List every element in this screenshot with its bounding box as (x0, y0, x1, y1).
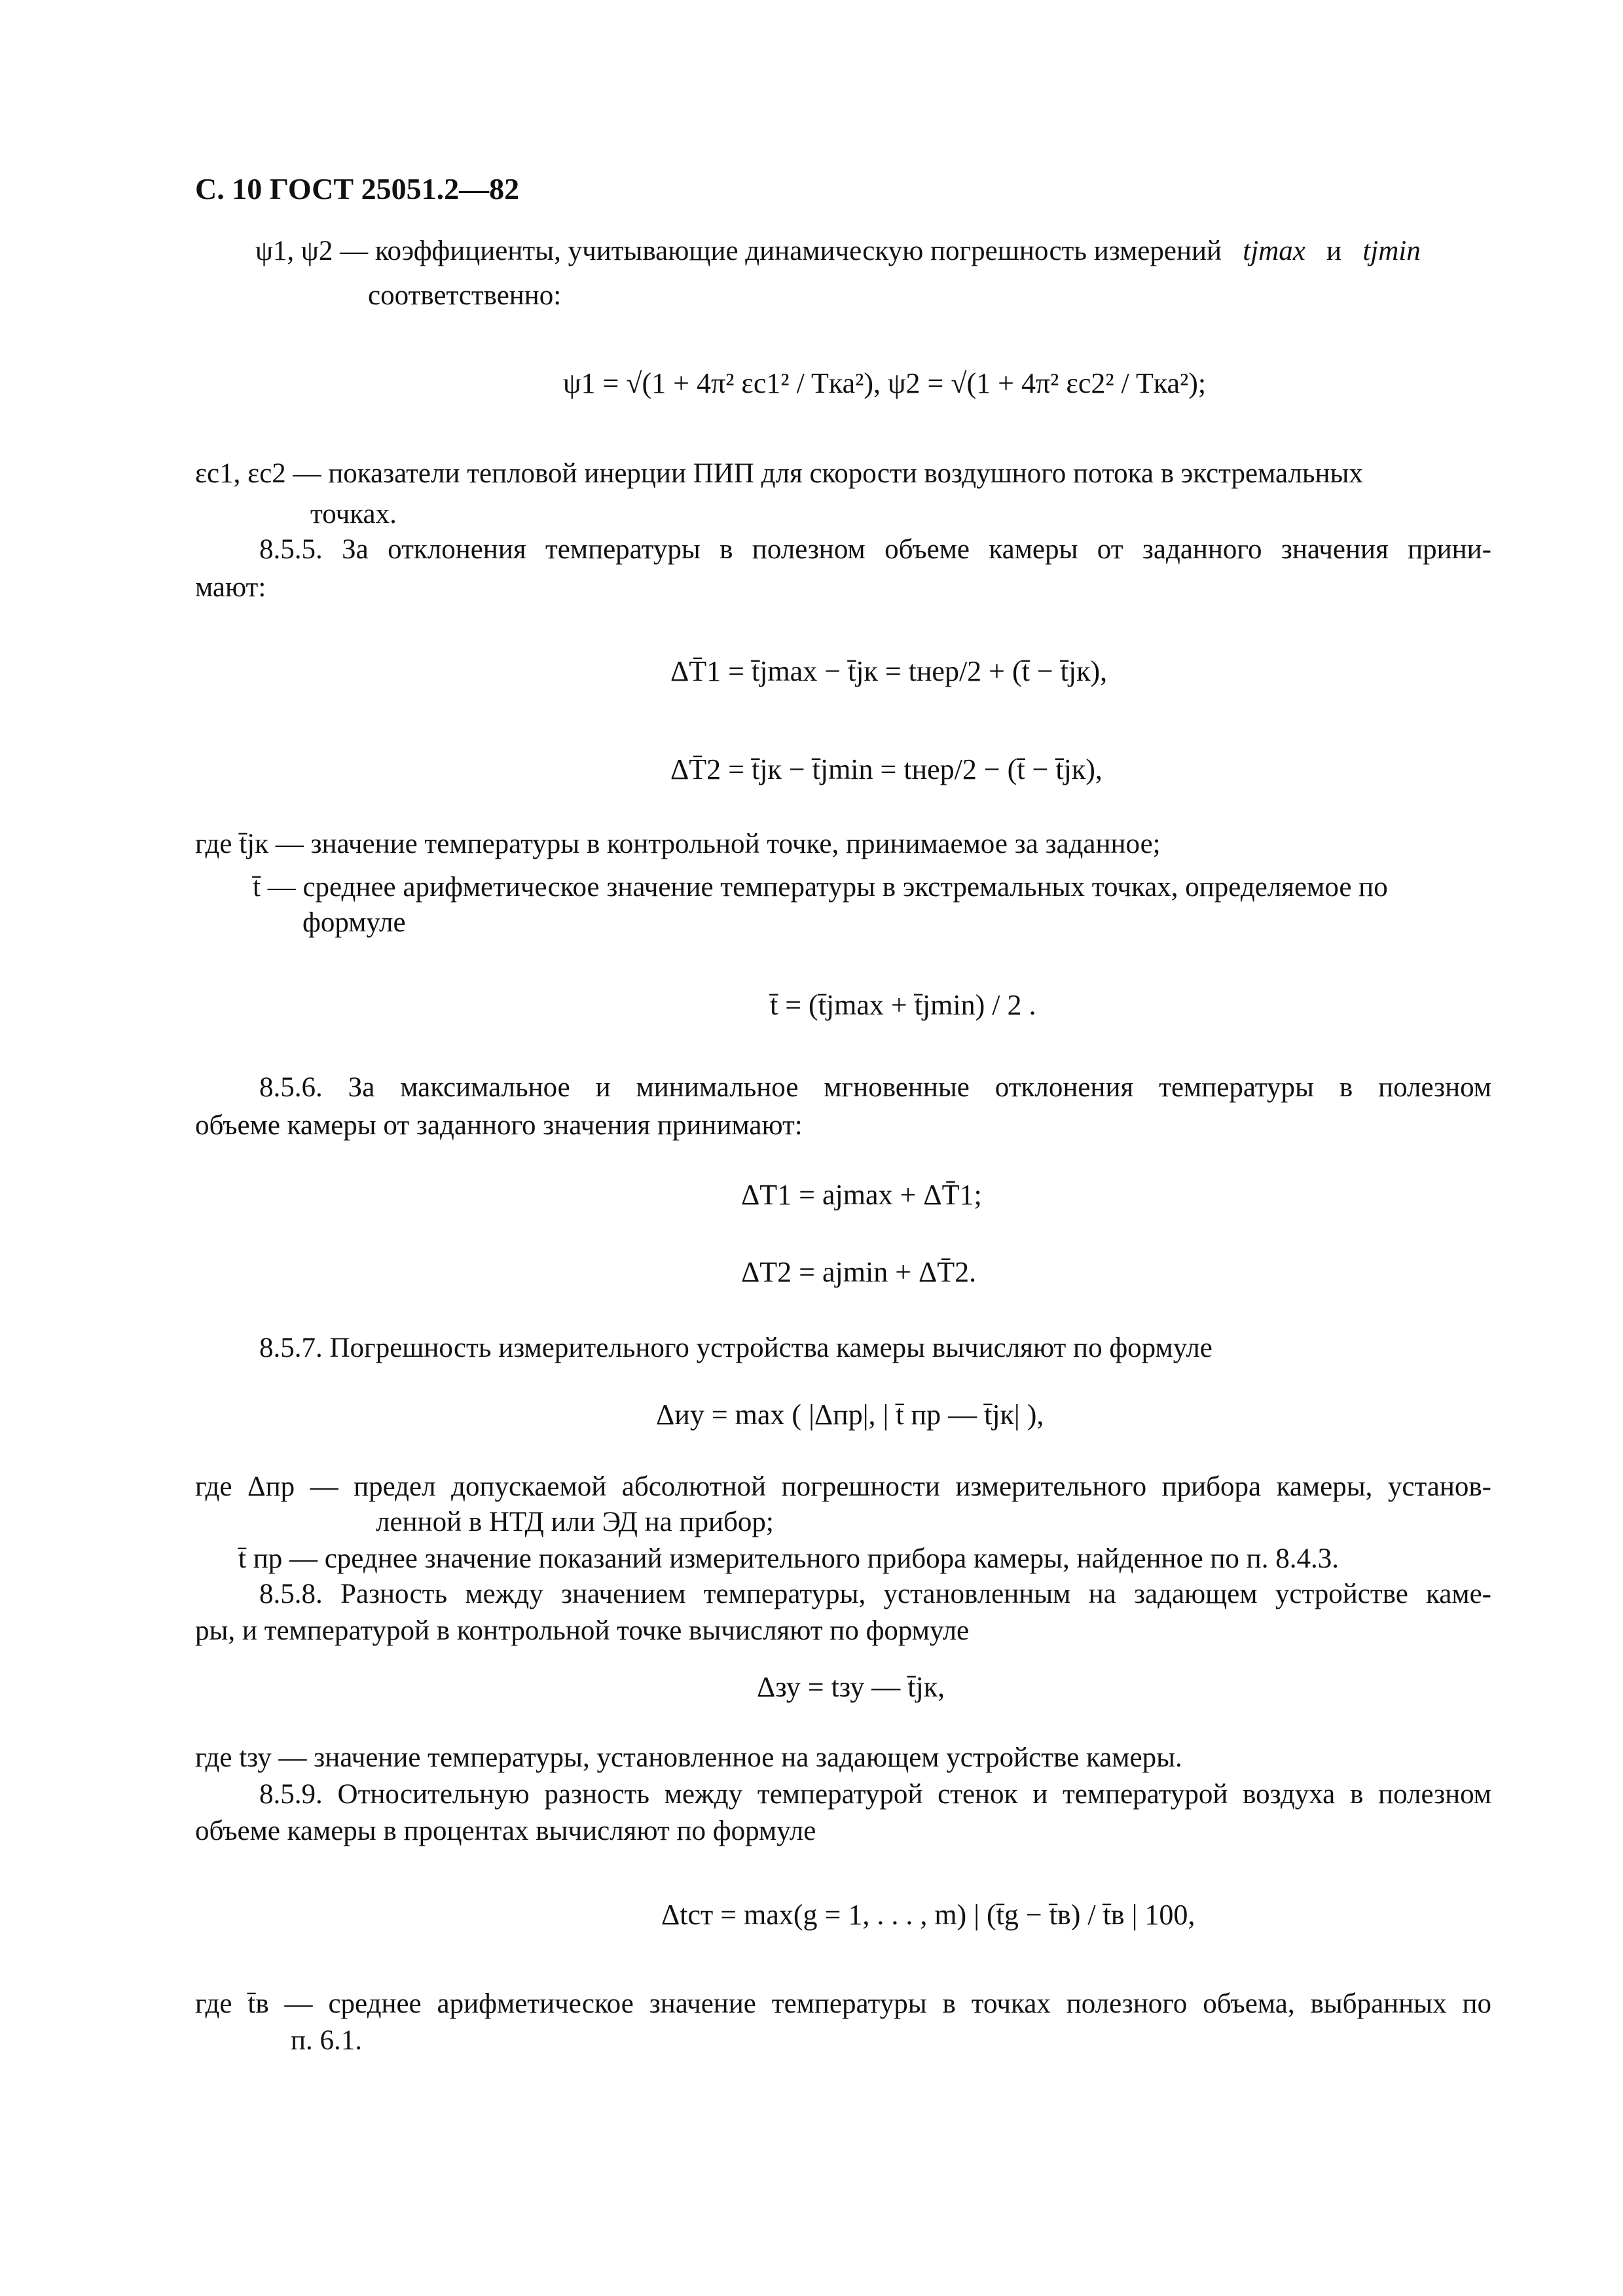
paragraph-8-5-9-line2: объеме камеры в процентах вычисляют по формуле (195, 1816, 816, 1846)
paragraph-8-5-6-line2: объеме камеры от заданного значения принимают: (195, 1110, 803, 1141)
tbar-definition-line1: t̄ — среднее арифметическое значение температуры в экстремальных точках, определяемое по (253, 872, 1388, 903)
dpr-definition-line2: ленной в НТД или ЭД на прибор; (376, 1507, 774, 1537)
and-word: и (1326, 236, 1342, 266)
eps-text: — показатели тепловой инерции ПИП для скорости воздушного потока в экстремальных (293, 458, 1363, 489)
page-header: С. 10 ГОСТ 25051.2—82 (195, 172, 520, 206)
formula-dtst: Δtст = max(g = 1, . . . , m) | (t̄g − t̄в) / t̄в | 100, (661, 1899, 1195, 1931)
formula-dT1: ΔT1 = ajmax + ΔT̄1; (741, 1179, 982, 1211)
paragraph-8-5-8-line1: 8.5.8. Разность между значением температуры, установленным на задающем устройстве каме- (259, 1579, 1491, 1609)
dpr-definition-line1: где Δпр — предел допускаемой абсолютной погрешности измерительного прибора камеры, установ- (195, 1471, 1491, 1502)
formula-dT1-bar: ΔT̄1 = t̄jmax − t̄jк = tнер/2 + (t̄ − t̄jк), (670, 655, 1108, 687)
tv-definition-line2: п. 6.1. (291, 2025, 363, 2056)
psi-symbols: ψ1, ψ2 (255, 236, 333, 266)
formula-dT2-bar: ΔT̄2 = t̄jк − t̄jmin = tнер/2 − (t̄ − t̄jк), (670, 753, 1103, 785)
psi-definition-line1 (255, 233, 1421, 270)
tzu-definition: где tзу — значение температуры, установленное на задающем устройстве камеры. (195, 1742, 1182, 1773)
psi-definition-line2: соответственно: (368, 280, 562, 311)
eps-definition-line2: точках. (310, 499, 397, 529)
tv-definition-line1: где t̄в — среднее арифметическое значение температуры в точках полезного объема, выбранных по (195, 1988, 1491, 2019)
formula-diu: Δиу = max ( |Δпр|, | t̄ пр — t̄jк| ), (656, 1399, 1044, 1431)
paragraph-8-5-9-line1: 8.5.9. Относительную разность между температурой стенок и температурой воздуха в полезном (259, 1779, 1491, 1810)
psi-formula: ψ1 = √(1 + 4π² εc1² / Tка²), ψ2 = √(1 + 4π² εc2² / Tка²); (563, 367, 1207, 399)
eps-definition-line1 (195, 456, 1363, 492)
eps-symbols: εc1, εc2 (195, 458, 286, 489)
tpr-definition: t̄ пр — среднее значение показаний измерительного прибора камеры, найденное по п. 8.4.3. (238, 1543, 1339, 1574)
paragraph-8-5-8-line2: ры, и температурой в контрольной точке вычисляют по формуле (195, 1615, 970, 1646)
psi-text: — коэффициенты, учитывающие динамическую погрешность измерений (340, 236, 1222, 266)
formula-dT2: ΔT2 = ajmin + ΔT̄2. (741, 1256, 977, 1288)
paragraph-8-5-6-line1: 8.5.6. За максимальное и минимальное мгновенные отклонения температуры в полезном (259, 1072, 1491, 1103)
tjmin-symbol: tjmin (1362, 236, 1421, 266)
tjmax-symbol: tjmax (1243, 236, 1305, 266)
tbar-definition-line2: формуле (302, 907, 406, 938)
paragraph-8-5-5-line2: мают: (195, 572, 266, 603)
formula-tbar: t̄ = (t̄jmax + t̄jmin) / 2 . (770, 989, 1036, 1021)
paragraph-8-5-7: 8.5.7. Погрешность измерительного устройства камеры вычисляют по формуле (259, 1333, 1213, 1363)
paragraph-8-5-5-line1: 8.5.5. За отклонения температуры в полезном объеме камеры от заданного значения прини- (259, 534, 1491, 565)
formula-dzu: Δзу = tзу — t̄jк, (757, 1671, 945, 1703)
tk-definition: где t̄jк — значение температуры в контрольной точке, принимаемое за заданное; (195, 829, 1161, 859)
